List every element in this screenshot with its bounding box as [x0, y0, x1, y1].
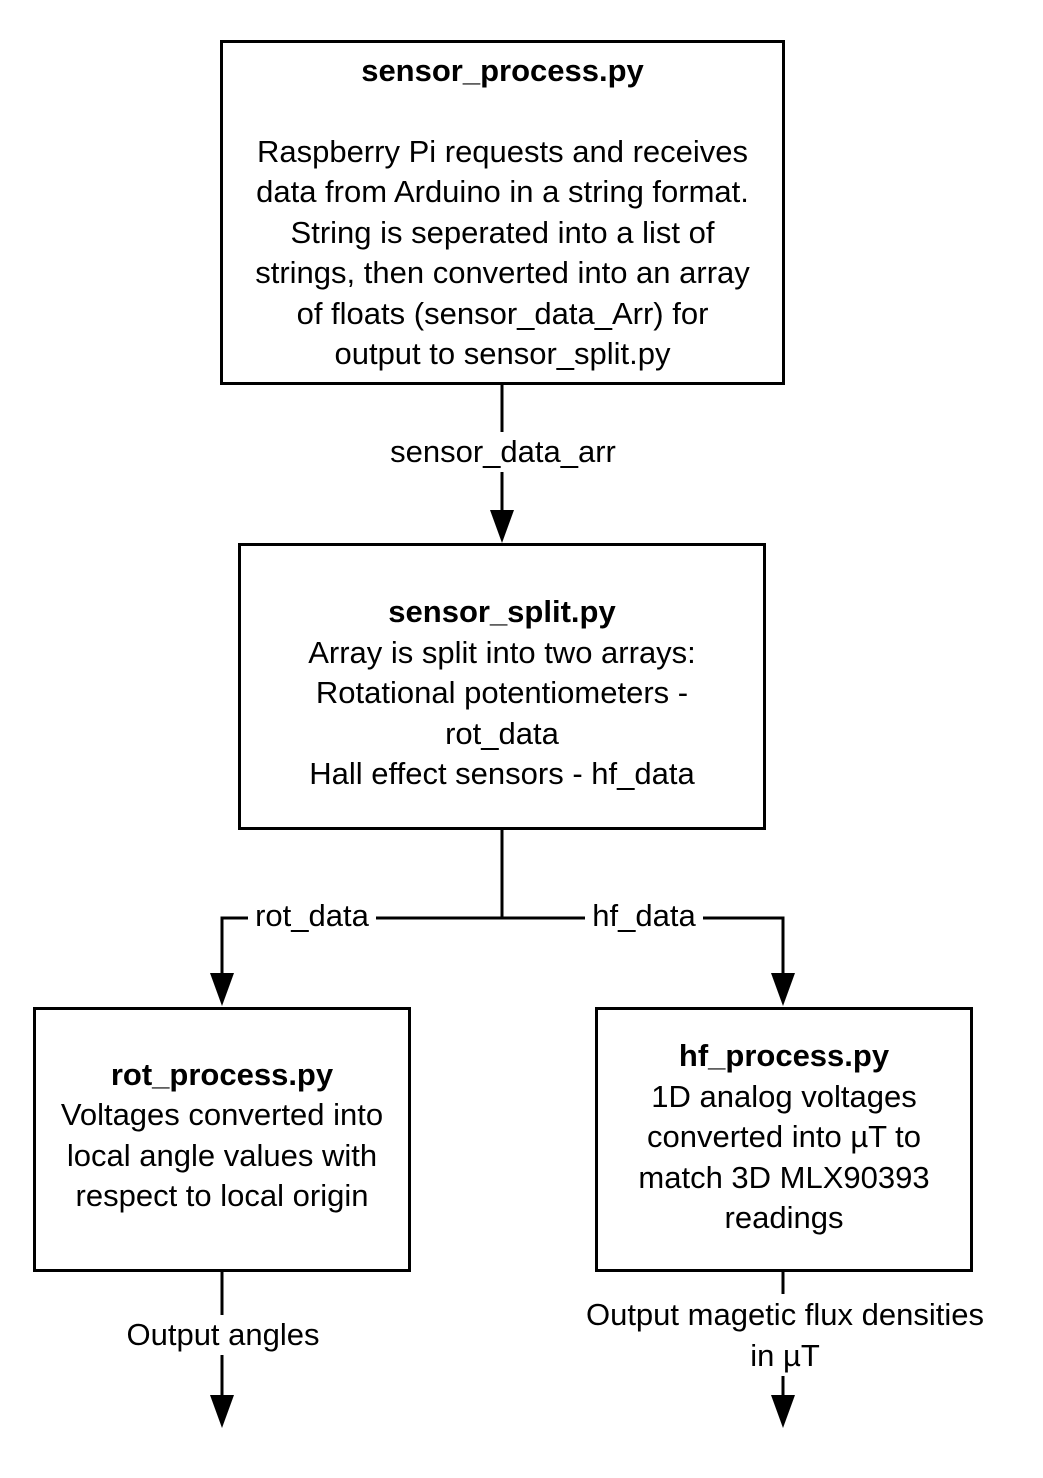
sensor-split-title: sensor_split.py	[388, 594, 616, 630]
sensor-process-title: sensor_process.py	[361, 53, 644, 88]
sensor-process-description: Raspberry Pi requests and receives data from Arduino in a string format. String is seperated into a list of strings, then converted into an array of floats (sensor_data_Arr) for output to sensor_split.py	[255, 133, 750, 371]
edge-label-output-angles: Output angles	[112, 1315, 334, 1355]
sensor-split-box	[238, 543, 766, 830]
edge-label-hf-data: hf_data	[585, 896, 703, 936]
rot-process-box	[33, 1007, 411, 1272]
hf-process-box	[595, 1007, 973, 1272]
hf-process-description: 1D analog voltages converted into µT to match 3D MLX90393 readings	[638, 1078, 930, 1236]
arrowhead-split-input	[490, 510, 514, 543]
rot-process-description: Voltages converted into local angle values with respect to local origin	[60, 1097, 384, 1213]
edge-label-output-flux: Output magetic flux densities in µT	[563, 1294, 1007, 1376]
arrowhead-hf-input	[771, 973, 795, 1006]
edge-label-sensor-data-arr: sensor_data_arr	[372, 432, 634, 472]
arrowhead-rot-output	[210, 1395, 234, 1428]
rot-process-title: rot_process.py	[110, 1056, 334, 1092]
sensor-process-box	[220, 40, 785, 385]
hf-process-title: hf_process.py	[678, 1038, 890, 1074]
arrowhead-rot-input	[210, 973, 234, 1006]
edge-label-rot-data: rot_data	[248, 896, 376, 936]
sensor-split-description: Array is split into two arrays: Rotational potentiometers - rot_data Hall effect sensors - hf_data	[308, 634, 696, 792]
arrowhead-hf-output	[771, 1395, 795, 1428]
